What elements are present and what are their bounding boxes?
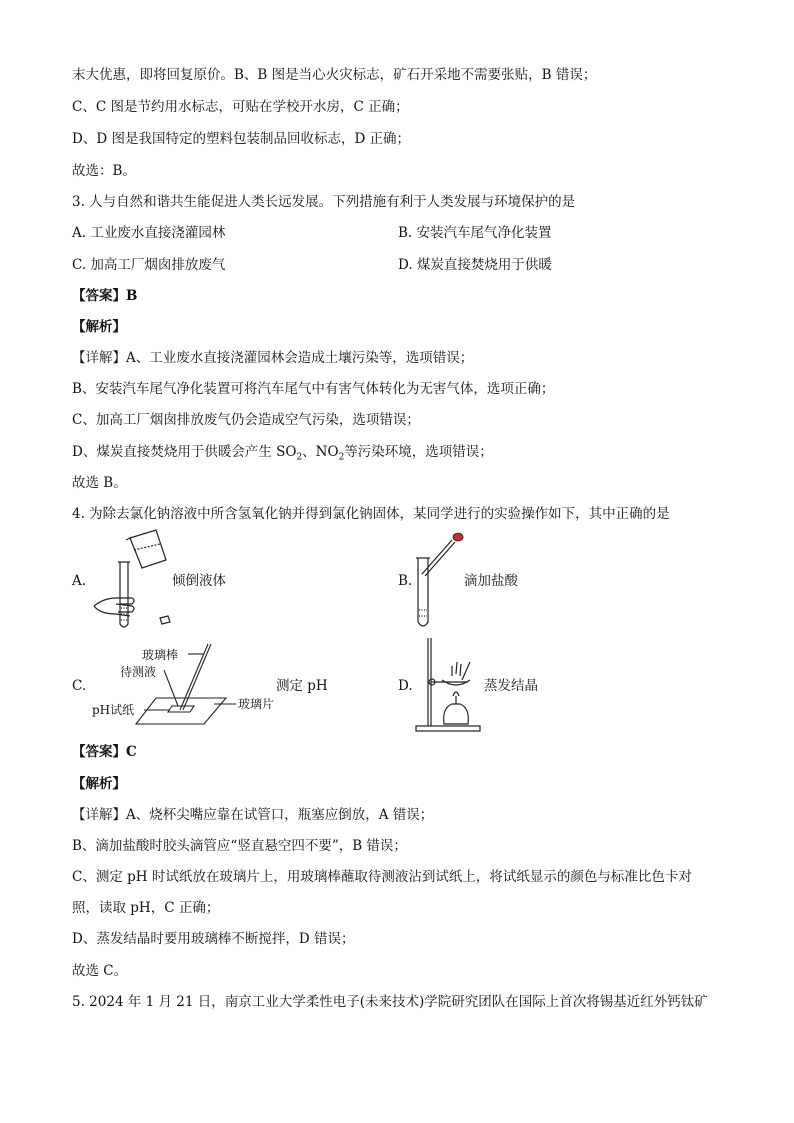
test-liquid-label: 待测液 [120, 665, 157, 679]
subscript: 2 [338, 452, 345, 463]
question-3-stem: 3. 人与自然和谐共生能促进人类长远发展。下列措施有利于人类发展与环境保护的是 [72, 194, 576, 210]
question-5-stem: 5. 2024 年 1 月 21 日，南京工业大学柔性电子(未来技术)学院研究团队在国际上首次将锡基近红外钙钛矿 [72, 994, 708, 1010]
question-4-stem: 4. 为除去氯化钠溶液中所含氢氧化钠并得到氯化钠固体，某同学进行的实验操作如下，其中正确的是 [72, 506, 670, 522]
q4-option-d-letter: D. [398, 678, 413, 694]
glass-rod-label: 玻璃棒 [142, 648, 179, 662]
q4-detail-c: C、测定 pH 时试纸放在玻璃片上，用玻璃棒蘸取待测液沾到试纸上，将试纸显示的颜色与标准比色卡对 [72, 869, 692, 885]
q3-detail-a: 【详解】A、工业废水直接浇灌园林会造成土壤污染等，选项错误； [72, 350, 474, 366]
q4-detail-c-cont: 照，读取 pH，C 正确； [72, 900, 220, 916]
subscript: 2 [296, 452, 303, 463]
q3-option-d: D. 煤炭直接焚烧用于供暖 [398, 257, 552, 273]
q3-option-b: B. 安装汽车尾气净化装置 [398, 225, 552, 241]
q3-detail-d-text2: 、NO [302, 444, 339, 460]
q3-conclusion: 故选 B。 [72, 475, 127, 491]
q4-option-b-label: 滴加盐酸 [464, 573, 518, 589]
q3-detail-c: C、加高工厂烟囱排放废气仍会造成空气污染，选项错误； [72, 412, 420, 428]
q4-option-d-label: 蒸发结晶 [484, 678, 538, 694]
q3-answer: 【答案】B [72, 288, 138, 304]
glass-plate-label: 玻璃片 [238, 697, 275, 711]
q4-option-b-letter: B. [398, 573, 413, 589]
q4-detail-b: B、滴加盐酸时胶头滴管应“竖直悬空四不要”，B 错误； [72, 838, 407, 854]
q4-option-a-letter: A. [72, 573, 87, 589]
q4-option-c-label: 测定 pH [276, 678, 328, 694]
q3-detail-d [72, 443, 493, 467]
q4-detail-a: 【详解】A、烧杯尖嘴应靠在试管口，瓶塞应倒放，A 错误； [72, 807, 434, 823]
text-line: 故选：B。 [72, 163, 136, 179]
q4-conclusion: 故选 C。 [72, 963, 128, 979]
q3-option-a: A. 工业废水直接浇灌园林 [72, 225, 226, 241]
text-line: C、C 图是节约用水标志，可贴在学校开水房，C 正确； [72, 99, 409, 115]
q3-option-c: C. 加高工厂烟囱排放废气 [72, 257, 226, 273]
q4-option-c-letter: C. [72, 678, 87, 694]
q3-detail-b: B、安装汽车尾气净化装置可将汽车尾气中有害气体转化为无害气体，选项正确； [72, 381, 555, 397]
dropping-acid-figure [410, 530, 470, 634]
q4-option-a-label: 倾倒液体 [172, 573, 226, 589]
q4-detail-d: D、蒸发结晶时要用玻璃棒不断搅拌，D 错误； [72, 931, 355, 947]
q4-answer: 【答案】C [72, 744, 137, 760]
text-line: D、D 图是我国特定的塑料包装制品回收标志，D 正确； [72, 131, 411, 147]
q4-analysis-heading: 【解析】 [72, 776, 126, 792]
pouring-liquid-figure [86, 528, 186, 634]
text-line: 末大优惠，即将回复原价。B、B 图是当心火灾标志，矿石开采地不需要张贴，B 错误； [72, 67, 597, 83]
q3-detail-d-text3: 等污染环境，选项错误； [344, 444, 493, 460]
ph-paper-label: pH试纸 [92, 703, 135, 717]
q3-analysis-heading: 【解析】 [72, 319, 126, 335]
q3-detail-d-text1: D、煤炭直接焚烧用于供暖会产生 SO [72, 444, 297, 460]
evaporation-figure [412, 634, 492, 734]
